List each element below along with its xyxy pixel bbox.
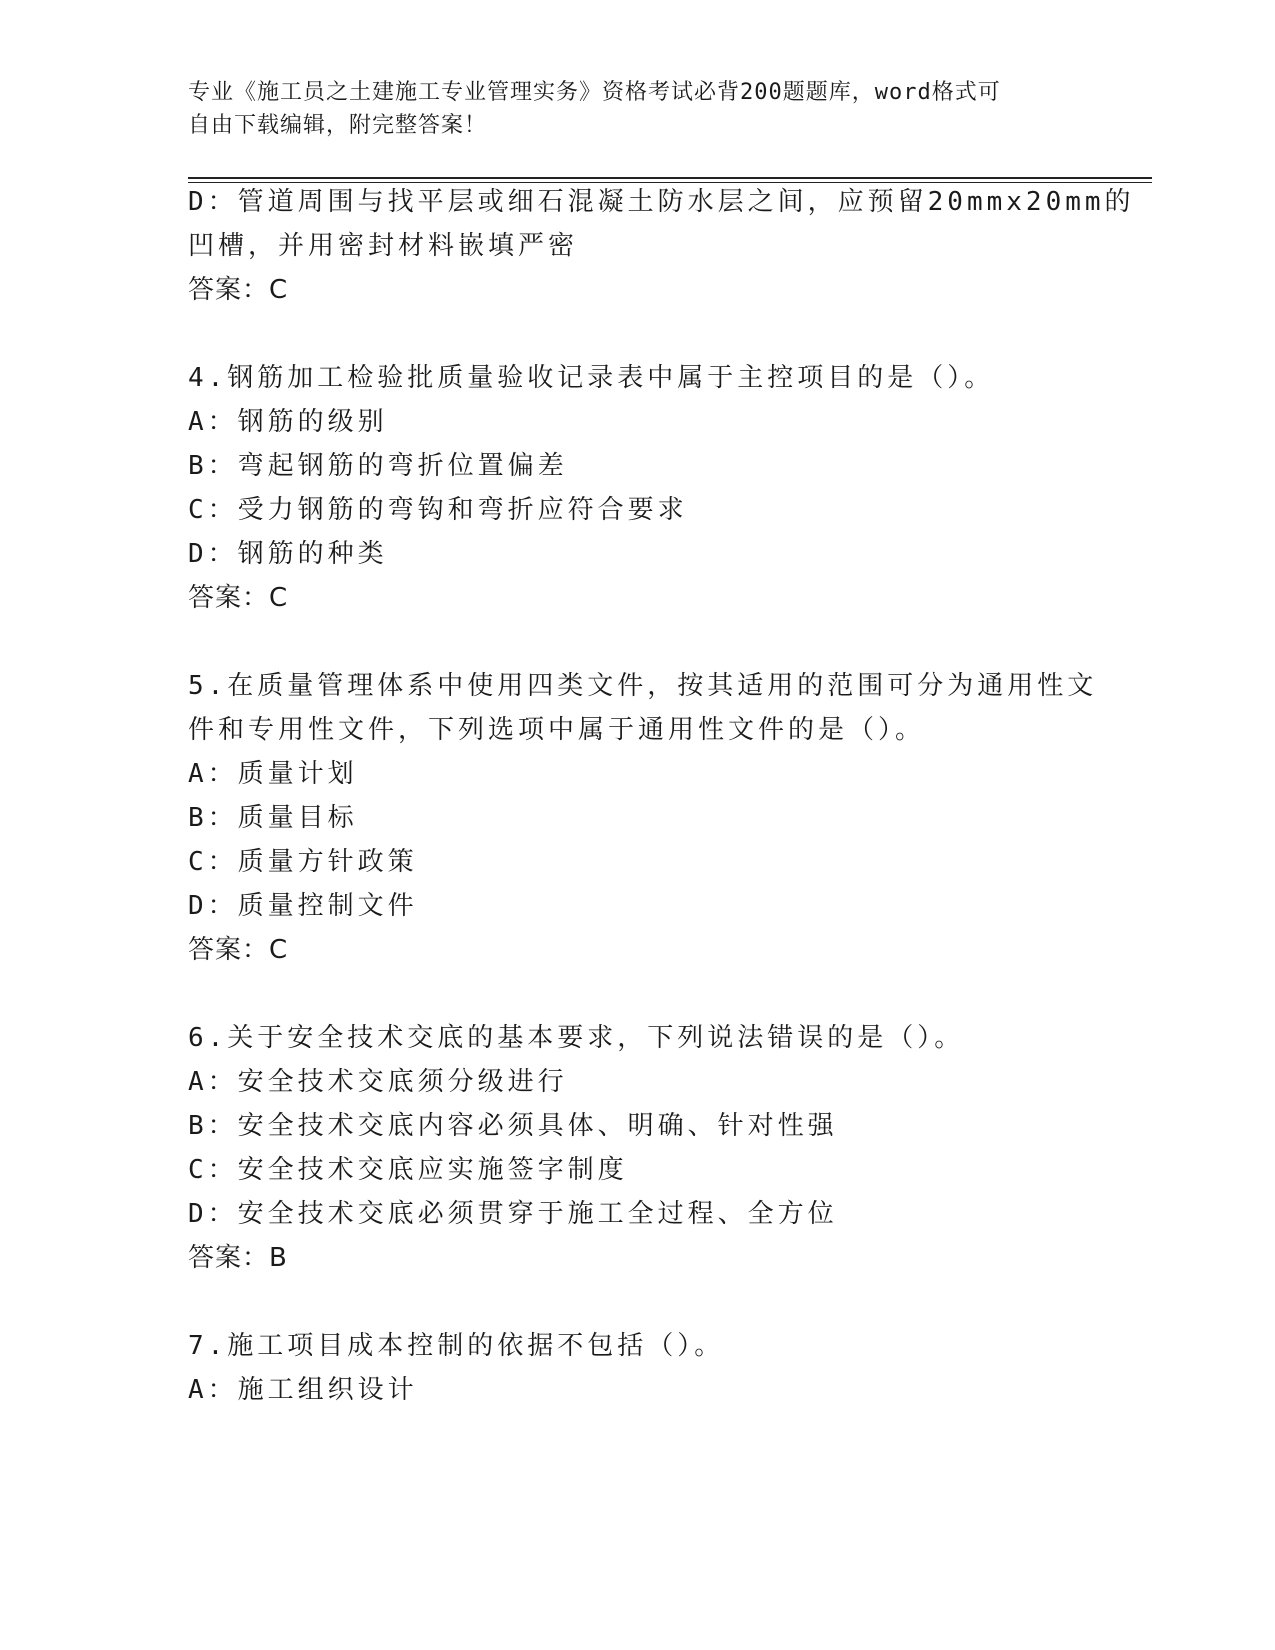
q6-answer: 答案：B: [188, 1243, 288, 1273]
q5-stem-line-1: 5.在质量管理体系中使用四类文件，按其适用的范围可分为通用性文: [188, 671, 1098, 701]
q5-answer: 答案：C: [188, 935, 289, 965]
q4-stem: 4.钢筋加工检验批质量验收记录表中属于主控项目的是（）。: [188, 363, 995, 393]
header-divider-thick: [188, 177, 1152, 179]
prev-option-d-line-2: 凹槽，并用密封材料嵌填严密: [188, 231, 579, 261]
q5-option-b: B：质量目标: [188, 803, 358, 833]
q6-option-a: A：安全技术交底须分级进行: [188, 1067, 568, 1097]
q7-stem: 7.施工项目成本控制的依据不包括（）。: [188, 1331, 725, 1361]
q6-option-c: C：安全技术交底应实施签字制度: [188, 1155, 628, 1185]
q4-option-d: D：钢筋的种类: [188, 539, 388, 569]
q4-option-b: B：弯起钢筋的弯折位置偏差: [188, 451, 568, 481]
q6-option-d: D：安全技术交底必须贯穿于施工全过程、全方位: [188, 1199, 838, 1229]
q5-option-a: A：质量计划: [188, 759, 358, 789]
header-line-1: 专业《施工员之土建施工专业管理实务》资格考试必背200题题库，word格式可: [188, 80, 1001, 105]
q6-option-b: B：安全技术交底内容必须具体、明确、针对性强: [188, 1111, 838, 1141]
header-line-2: 自由下载编辑，附完整答案！: [188, 113, 488, 138]
q6-stem: 6.关于安全技术交底的基本要求，下列说法错误的是（）。: [188, 1023, 965, 1053]
q4-answer: 答案：C: [188, 583, 289, 613]
prev-answer: 答案：C: [188, 275, 289, 305]
q4-option-c: C：受力钢筋的弯钩和弯折应符合要求: [188, 495, 688, 525]
q5-option-c: C：质量方针政策: [188, 847, 418, 877]
q7-option-a: A：施工组织设计: [188, 1375, 418, 1405]
header-divider-thin: [188, 182, 1152, 183]
q5-option-d: D：质量控制文件: [188, 891, 418, 921]
q4-option-a: A：钢筋的级别: [188, 407, 388, 437]
document-header: [188, 76, 1088, 142]
prev-option-d-line-1: D：管道周围与找平层或细石混凝土防水层之间，应预留20mmx20mm的: [188, 187, 1135, 217]
q5-stem-line-2: 件和专用性文件，下列选项中属于通用性文件的是（）。: [188, 715, 926, 745]
